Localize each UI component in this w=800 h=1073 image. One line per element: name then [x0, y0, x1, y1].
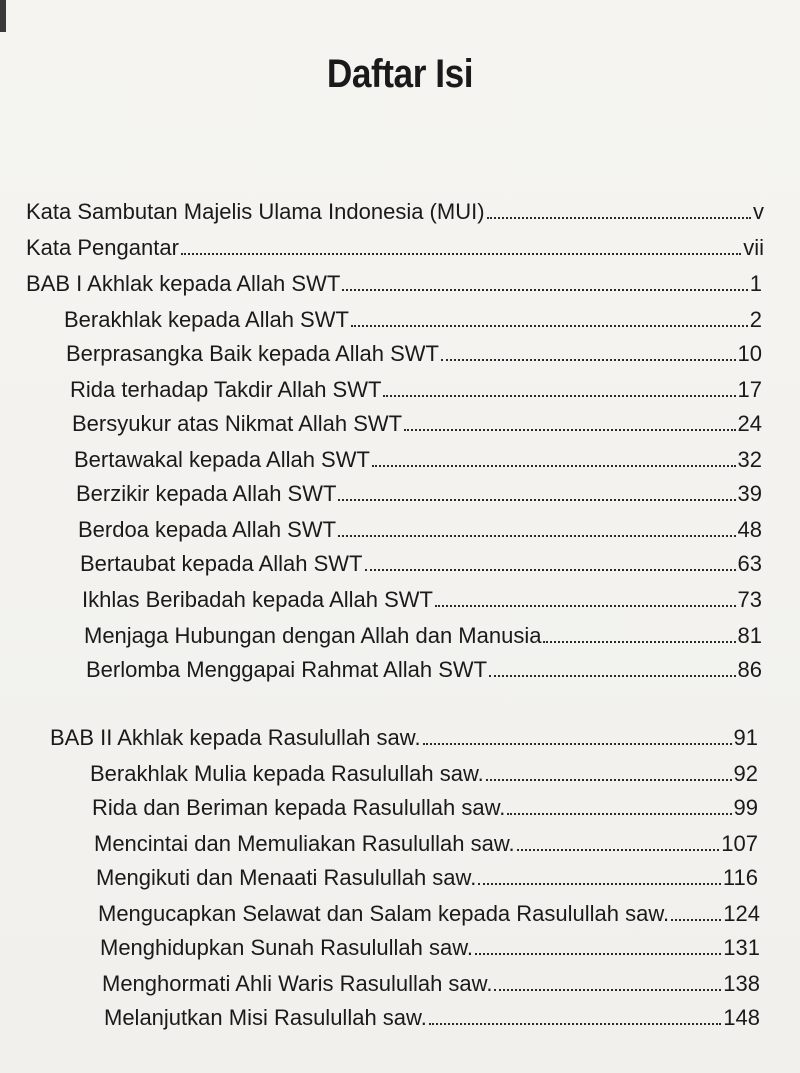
toc-entry-label: Ikhlas Beribadah kepada Allah SWT	[82, 587, 433, 612]
toc-page-number: 2	[749, 307, 762, 332]
toc-entry	[70, 374, 762, 406]
toc-entry-label: Bertaubat kepada Allah SWT	[80, 551, 363, 576]
toc-page-number: v	[753, 199, 764, 224]
toc-page-number: 81	[737, 623, 762, 648]
toc-leader-dots	[181, 253, 741, 255]
toc-entry-label: Berzikir kepada Allah SWT	[76, 481, 337, 506]
toc-entry	[96, 862, 758, 894]
toc-leader-dots	[435, 605, 736, 607]
toc-entry	[26, 196, 764, 228]
toc-leader-dots	[543, 641, 735, 643]
toc-page-number: vii	[743, 235, 764, 260]
toc-entry	[66, 338, 762, 370]
toc-entry-label: Rida dan Beriman kepada Rasulullah saw.	[92, 795, 506, 820]
toc-entry-label: Melanjutkan Misi Rasulullah saw.	[104, 1005, 427, 1030]
toc-entry	[104, 1002, 760, 1034]
toc-entry	[64, 304, 762, 336]
toc-entry	[78, 514, 762, 546]
toc-leader-dots	[487, 217, 751, 219]
toc-entry	[80, 548, 762, 580]
toc-entry	[74, 444, 762, 476]
toc-entry-label: Berlomba Menggapai Rahmat Allah SWT	[86, 657, 488, 682]
toc-leader-dots	[475, 953, 721, 955]
toc-entry-label: BAB I Akhlak kepada Allah SWT	[26, 271, 341, 296]
toc-leader-dots	[478, 883, 721, 885]
toc-entry-label: Kata Sambutan Majelis Ulama Indonesia (MUI)	[26, 199, 485, 224]
toc-page-number: 138	[723, 971, 760, 996]
toc-leader-dots	[494, 989, 721, 991]
toc-leader-dots	[423, 743, 732, 745]
toc-leader-dots	[517, 849, 720, 851]
toc-entry-label: Menghidupkan Sunah Rasulullah saw.	[100, 935, 474, 960]
toc-page-number: 99	[733, 795, 758, 820]
toc-page-number: 73	[737, 587, 762, 612]
page-title: Daftar Isi	[326, 52, 474, 96]
toc-leader-dots	[429, 1023, 721, 1025]
toc-leader-dots	[489, 675, 735, 677]
toc-entry-label: Rida terhadap Takdir Allah SWT	[70, 377, 382, 402]
toc-leader-dots	[486, 779, 732, 781]
toc-entry	[100, 932, 760, 964]
toc-entry-label: Berakhlak Mulia kepada Rasulullah saw.	[90, 761, 484, 786]
toc-page-number: 148	[723, 1005, 760, 1030]
toc-entry-label: Menjaga Hubungan dengan Allah dan Manusia	[84, 623, 542, 648]
toc-entry	[26, 232, 764, 264]
toc-entry-label: Mengucapkan Selawat dan Salam kepada Rasulullah saw.	[98, 901, 670, 926]
toc-leader-dots	[372, 465, 736, 467]
toc-page-number: 63	[737, 551, 762, 576]
toc-leader-dots	[338, 535, 735, 537]
toc-entry-label: Mengikuti dan Menaati Rasulullah saw.	[96, 865, 477, 890]
toc-entry-label: Bertawakal kepada Allah SWT	[74, 447, 370, 472]
toc-leader-dots	[365, 569, 736, 571]
toc-entry	[86, 654, 762, 686]
toc-page-number: 32	[737, 447, 762, 472]
toc-leader-dots	[383, 395, 735, 397]
page-edge-mark	[0, 0, 6, 32]
toc-page-number: 86	[737, 657, 762, 682]
toc-leader-dots	[507, 813, 731, 815]
toc-entry-label: Menghormati Ahli Waris Rasulullah saw.	[102, 971, 493, 996]
toc-page-number: 131	[723, 935, 760, 960]
toc-leader-dots	[351, 325, 748, 327]
toc-entry	[102, 968, 760, 1000]
toc-leader-dots	[441, 359, 736, 361]
toc-page-number: 10	[737, 341, 762, 366]
toc-page-number: 48	[737, 517, 762, 542]
toc-page-number: 17	[737, 377, 762, 402]
toc-page-number: 1	[749, 271, 762, 296]
toc-page-number: 39	[737, 481, 762, 506]
toc-chapter-entry	[50, 722, 758, 754]
toc-entry-label: Berprasangka Baik kepada Allah SWT	[66, 341, 439, 366]
toc-entry-label: Berdoa kepada Allah SWT	[78, 517, 337, 542]
toc-page-number: 124	[723, 901, 760, 926]
toc-entry-label: Berakhlak kepada Allah SWT	[64, 307, 349, 332]
toc-page-number: 107	[721, 831, 758, 856]
toc-leader-dots	[342, 289, 747, 291]
toc-entry	[72, 408, 762, 440]
toc-page-number: 91	[733, 725, 758, 750]
toc-entry	[90, 758, 758, 790]
toc-page-number: 92	[733, 761, 758, 786]
toc-page-number: 116	[722, 865, 758, 890]
toc-entry	[92, 792, 758, 824]
toc-entry	[84, 620, 762, 652]
toc-entry-label: Bersyukur atas Nikmat Allah SWT	[72, 411, 403, 436]
toc-entry	[98, 898, 760, 930]
toc-chapter-entry	[26, 268, 762, 300]
toc-leader-dots	[671, 919, 721, 921]
toc-entry-label: Mencintai dan Memuliakan Rasulullah saw.	[94, 831, 515, 856]
toc-entry-label: BAB II Akhlak kepada Rasulullah saw.	[50, 725, 421, 750]
toc-leader-dots	[404, 429, 735, 431]
toc-leader-dots	[338, 499, 735, 501]
toc-entry	[82, 584, 762, 616]
toc-entry	[76, 478, 762, 510]
toc-page-number: 24	[737, 411, 762, 436]
toc-entry-label: Kata Pengantar	[26, 235, 179, 260]
toc-entry	[94, 828, 758, 860]
